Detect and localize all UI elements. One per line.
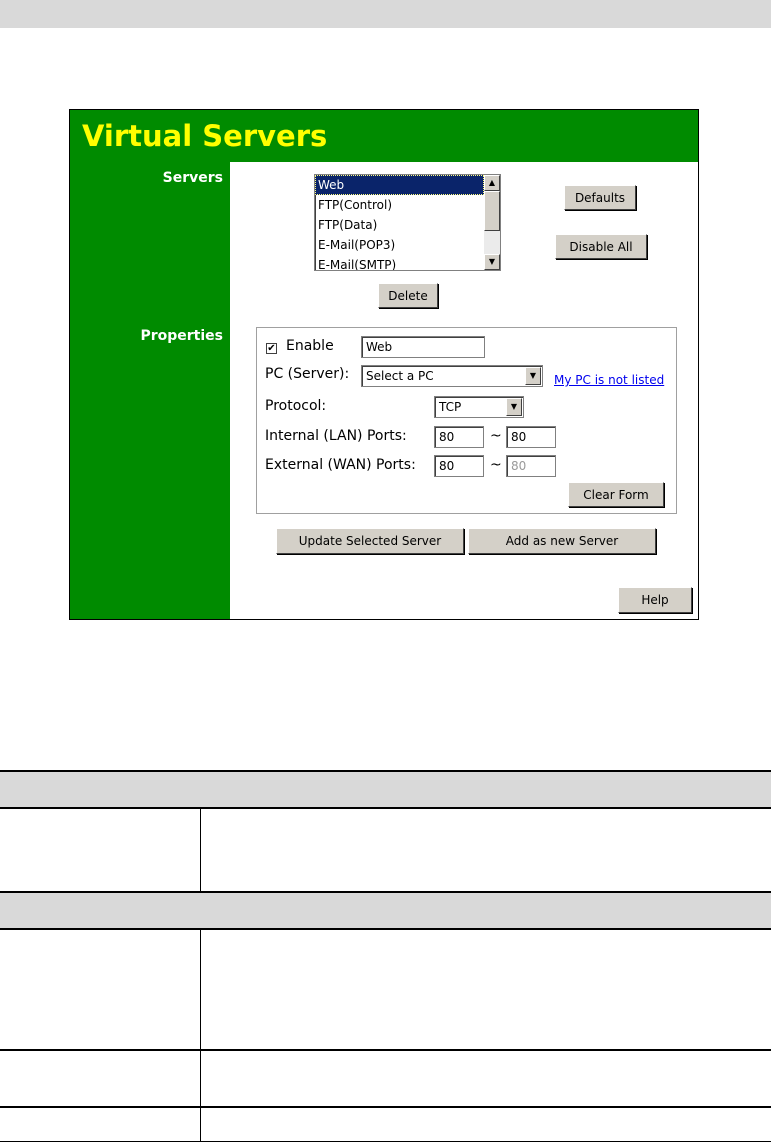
table-cell: [201, 1050, 771, 1107]
page-title: Virtual Servers: [82, 119, 328, 153]
scroll-down-icon[interactable]: ▼: [484, 254, 500, 270]
list-item[interactable]: E-Mail(SMTP): [318, 258, 397, 271]
external-port-from-input[interactable]: 80: [434, 455, 484, 477]
virtual-servers-screen: [69, 109, 699, 620]
table-row: [0, 1107, 771, 1141]
properties-label: Properties: [140, 328, 223, 344]
table-header-row: [0, 771, 771, 808]
table-cell: [201, 808, 771, 892]
list-item[interactable]: FTP(Data): [318, 218, 378, 232]
table-cell: [201, 929, 771, 1050]
scroll-thumb[interactable]: [484, 191, 500, 231]
range-separator: ~: [490, 428, 502, 444]
pc-server-label: PC (Server):: [265, 366, 350, 382]
delete-button[interactable]: Delete: [378, 283, 438, 308]
list-item[interactable]: E-Mail(POP3): [318, 238, 396, 252]
scroll-up-icon[interactable]: ▲: [484, 175, 500, 191]
protocol-label: Protocol:: [265, 398, 327, 414]
properties-group: [256, 327, 677, 514]
internal-ports-label: Internal (LAN) Ports:: [265, 428, 407, 444]
servers-listbox[interactable]: [314, 174, 501, 271]
table-header-row: [0, 892, 771, 929]
clear-form-button[interactable]: Clear Form: [568, 482, 664, 507]
external-ports-label: External (WAN) Ports:: [265, 457, 416, 473]
chevron-down-icon[interactable]: ▼: [506, 398, 522, 416]
server-name-input[interactable]: Web: [361, 336, 485, 358]
table-cell: [0, 1107, 201, 1141]
table-cell: [0, 808, 201, 892]
external-port-to-input: 80: [506, 455, 556, 477]
enable-checkbox[interactable]: ✔: [267, 343, 276, 354]
enable-label: Enable: [286, 338, 334, 354]
list-scrollbar[interactable]: [484, 175, 500, 270]
table-header-cell: [0, 892, 771, 929]
table-row: [0, 1050, 771, 1107]
protocol-select-value: TCP: [439, 400, 462, 414]
servers-label: Servers: [162, 170, 223, 186]
my-pc-not-listed-link[interactable]: My PC is not listed: [554, 373, 665, 387]
help-button[interactable]: Help: [618, 587, 692, 613]
table-cell: [201, 1107, 771, 1141]
list-item[interactable]: Web: [315, 175, 484, 195]
table-cell: [0, 929, 201, 1050]
protocol-select[interactable]: [434, 396, 524, 418]
pc-select[interactable]: [361, 365, 543, 387]
internal-port-from-input[interactable]: 80: [434, 426, 484, 448]
chevron-down-icon[interactable]: ▼: [525, 367, 541, 385]
header-band: [0, 0, 771, 28]
internal-port-to-input[interactable]: 80: [506, 426, 556, 448]
table-cell: [0, 1050, 201, 1107]
pc-select-value: Select a PC: [366, 369, 434, 383]
defaults-button[interactable]: Defaults: [564, 185, 636, 210]
description-table: [0, 770, 771, 1142]
table-header-cell: [0, 771, 771, 808]
table-row: [0, 929, 771, 1050]
add-new-server-button[interactable]: Add as new Server: [468, 528, 656, 554]
table-row: [0, 808, 771, 892]
disable-all-button[interactable]: Disable All: [555, 234, 647, 259]
list-item[interactable]: FTP(Control): [318, 198, 392, 212]
update-selected-server-button[interactable]: Update Selected Server: [276, 528, 464, 554]
left-green-column: [70, 110, 230, 619]
range-separator: ~: [490, 457, 502, 473]
